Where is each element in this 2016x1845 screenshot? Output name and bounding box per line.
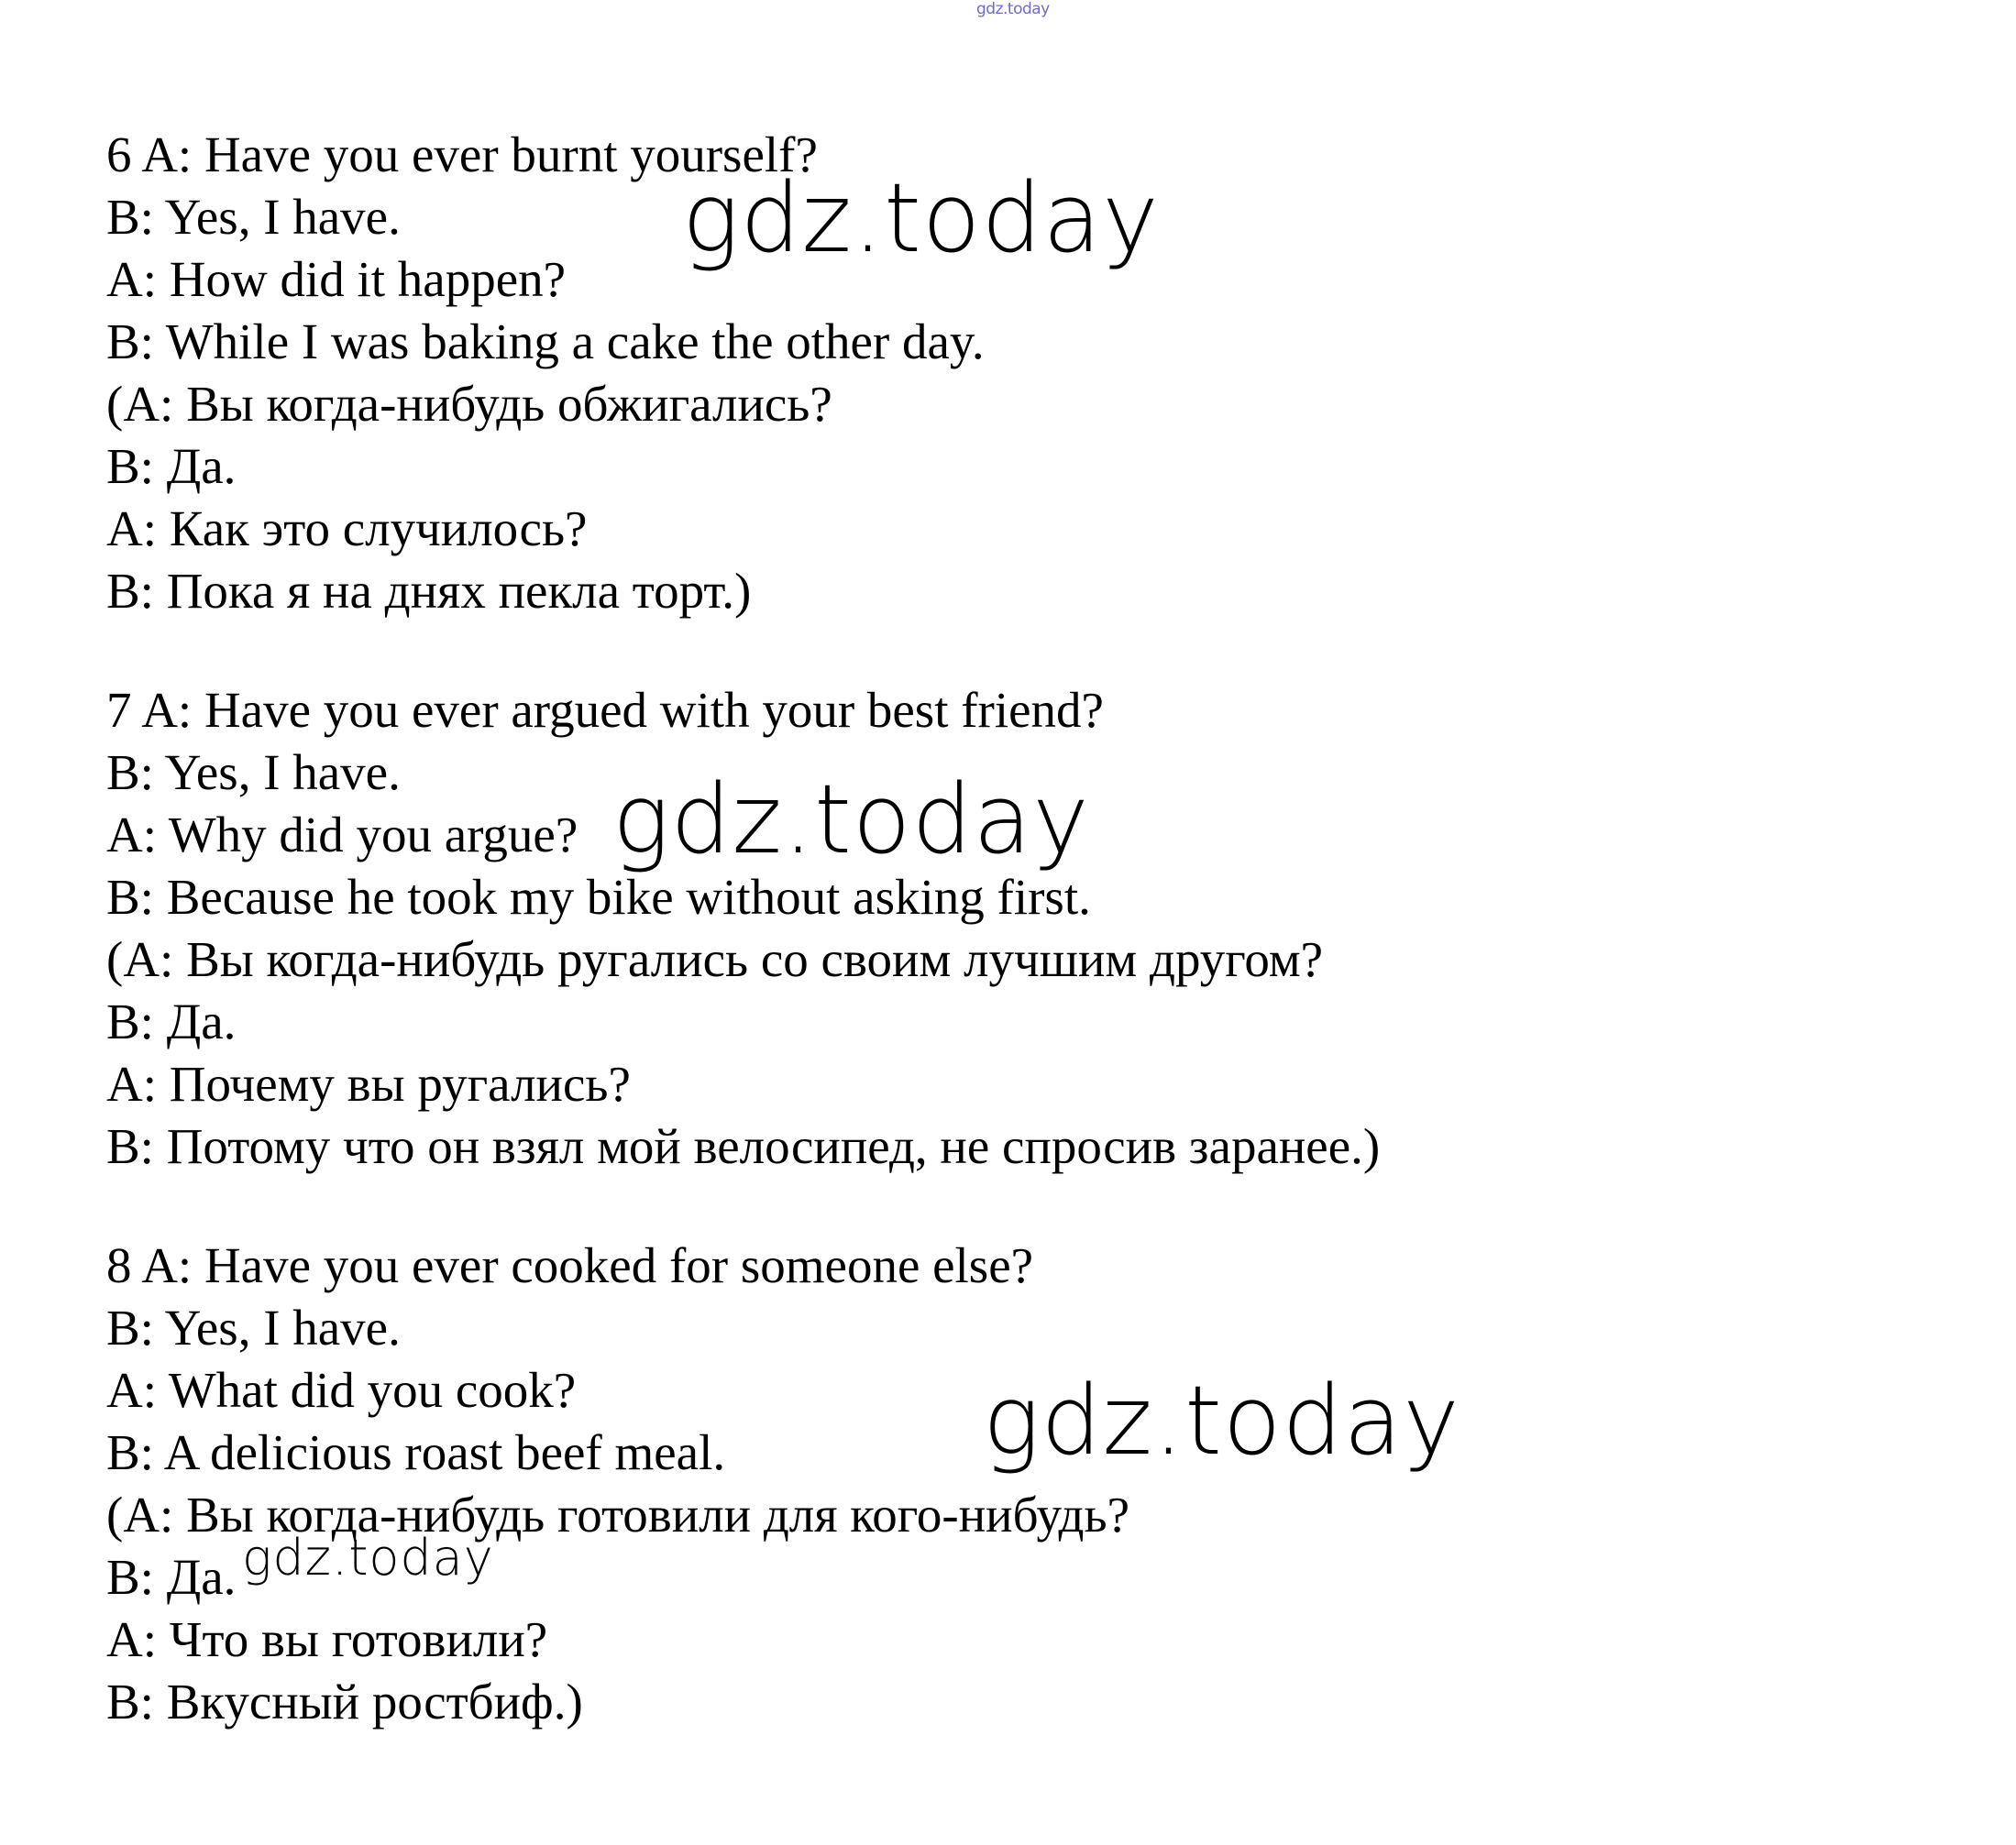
dialogue-line: B: Yes, I have. — [106, 1300, 401, 1356]
dialogue-line: 6 A: Have you ever burnt yourself? — [106, 126, 818, 182]
dialogue-line: B: Вкусный ростбиф.) — [106, 1674, 583, 1730]
dialogue-line: B: A delicious roast beef meal. — [106, 1424, 726, 1480]
watermark: gdz.today — [242, 1529, 494, 1587]
dialogue-line: B: Yes, I have. — [106, 189, 401, 245]
dialogue-line: A: How did it happen? — [106, 251, 567, 307]
dialogue-line: A: What did you cook? — [106, 1362, 577, 1418]
dialogue-line: B: Because he took my bike without asking first. — [106, 869, 1091, 925]
site-watermark-header: gdz.today — [976, 0, 1050, 18]
dialogue-line: 8 A: Have you ever cooked for someone else? — [106, 1237, 1034, 1293]
dialogue-line: 7 A: Have you ever argued with your best friend? — [106, 682, 1104, 738]
dialogue-8 — [106, 1235, 1129, 1733]
dialogue-line: B: Да. — [106, 1549, 237, 1605]
dialogue-line: B: Пока я на днях пекла торт.) — [106, 563, 752, 619]
dialogue-line: (A: Вы когда-нибудь ругались со своим лучшим другом? — [106, 931, 1324, 987]
dialogue-7 — [106, 679, 1380, 1178]
dialogue-line: B: Потому что он взял мой велосипед, не спросив заранее.) — [106, 1118, 1381, 1174]
dialogue-line: A: Why did you argue? — [106, 807, 578, 862]
watermark: gdz.today — [682, 162, 1160, 274]
dialogue-line: (A: Вы когда-нибудь обжигались? — [106, 376, 832, 432]
dialogue-line: B: Да. — [106, 438, 237, 494]
dialogue-line: B: Yes, I have. — [106, 744, 401, 800]
dialogue-line: B: Да. — [106, 994, 237, 1049]
dialogue-line: A: Как это случилось? — [106, 500, 588, 556]
dialogue-line: A: Почему вы ругались? — [106, 1056, 631, 1112]
dialogue-line: (A: Вы когда-нибудь готовили для кого-нибудь? — [106, 1487, 1130, 1543]
dialogue-line: A: Что вы готовили? — [106, 1611, 548, 1667]
watermark: gdz.today — [612, 763, 1090, 875]
watermark: gdz.today — [983, 1365, 1460, 1477]
dialogue-line: B: While I was baking a cake the other day. — [106, 313, 985, 369]
